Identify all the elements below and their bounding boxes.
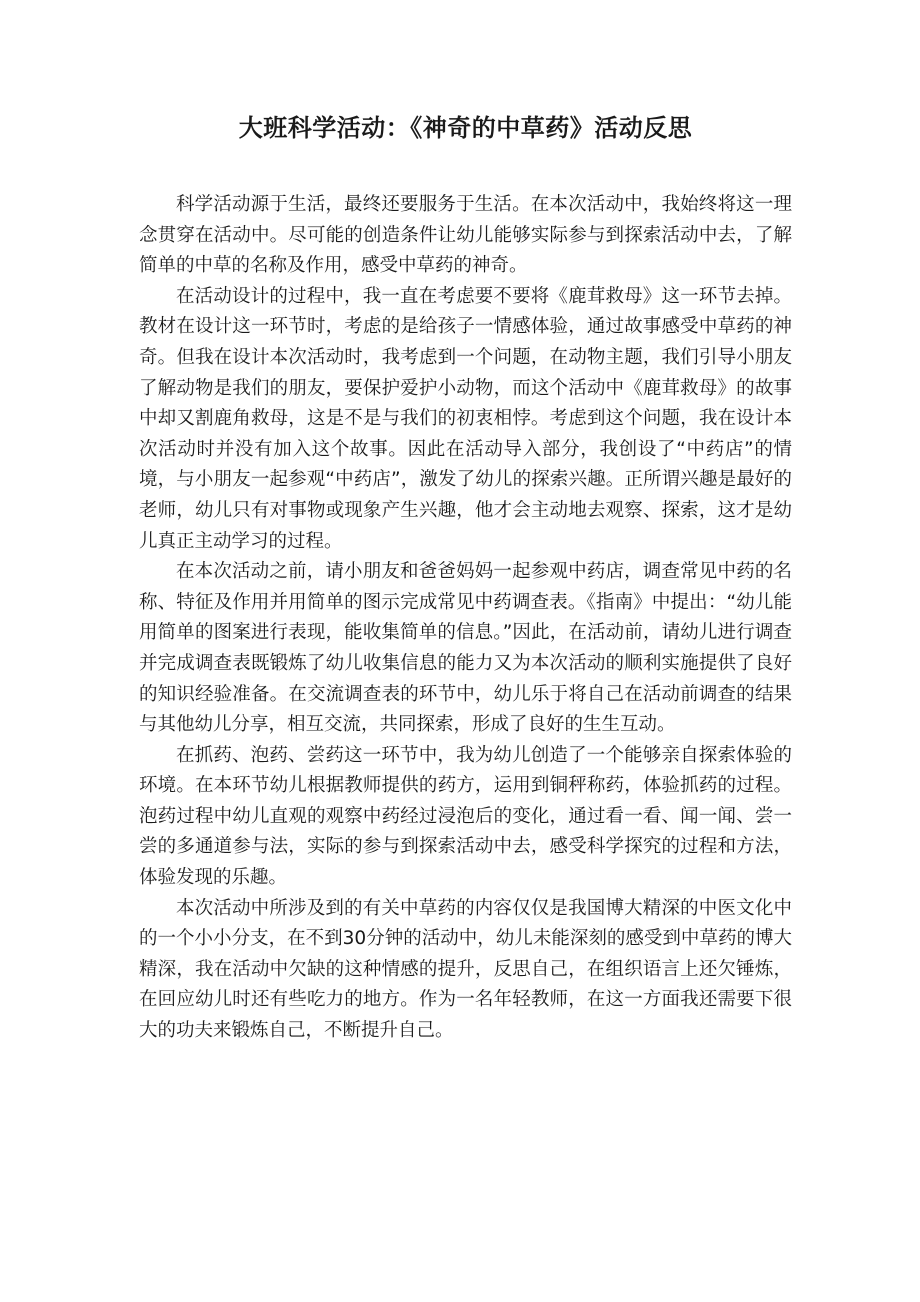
paragraph-3: 在本次活动之前，请小朋友和爸爸妈妈一起参观中药店，调查常见中药的名称、特征及作用并用简单的图示完成常见中药调查表。《指南》中提出：“幼儿能用简单的图案进行表现，能收集简单的信息。”因此，在活动前，请幼儿进行调查并完成调查表既锻炼了幼儿收集信息的能力又为本次活动的顺利实施提供了良好的知识经验准备。在交流调查表的环节中，幼儿乐于将自己在活动前调查的结果与其他幼儿分享，相互交流，共同探索，形成了良好的生生互动。 <box>139 561 792 736</box>
paragraph-2: 在活动设计的过程中，我一直在考虑要不要将《鹿茸救母》这一环节去掉。教材在设计这一环节时，考虑的是给孩子一情感体验，通过故事感受中草药的神奇。但我在设计本次活动时，我考虑到一个问题，在动物主题，我们引导小朋友了解动物是我们的朋友，要保护爱护小动物，而这个活动中《鹿茸救母》的故事中却又割鹿角救母，这是不是与我们的初衷相悖。考虑到这个问题，我在设计本次活动时并没有加入这个故事。因此在活动导入部分，我创设了“中药店”的情境，与小朋友一起参观“中药店”，激发了幼儿的探索兴趣。正所谓兴趣是最好的老师，幼儿只有对事物或现象产生兴趣，他才会主动地去观察、探索，这才是幼儿真正主动学习的过程。 <box>139 285 792 552</box>
paragraph-5: 本次活动中所涉及到的有关中草药的内容仅仅是我国博大精深的中医文化中的一个小小分支，在不到30分钟的活动中，幼儿未能深刻的感受到中草药的博大精深，我在活动中欠缺的这种情感的提升，反思自己，在组织语言上还欠锤炼，在回应幼儿时还有些吃力的地方。作为一名年轻教师，在这一方面我还需要下很大的功夫来锻炼自己，不断提升自己。 <box>139 897 792 1042</box>
paragraph-4: 在抓药、泡药、尝药这一环节中，我为幼儿创造了一个能够亲自探索体验的环境。在本环节幼儿根据教师提供的药方，运用到铜秤称药，体验抓药的过程。泡药过程中幼儿直观的观察中药经过浸泡后的变化，通过看一看、闻一闻、尝一尝的多通道参与法，实际的参与到探索活动中去，感受科学探究的过程和方法，体验发现的乐趣。 <box>139 744 792 889</box>
document-body <box>139 190 792 1047</box>
paragraph-1: 科学活动源于生活，最终还要服务于生活。在本次活动中，我始终将这一理念贯穿在活动中。尽可能的创造条件让幼儿能够实际参与到探索活动中去，了解简单的中草的名称及作用，感受中草药的神奇。 <box>139 194 792 277</box>
document-title: 大班科学活动：《神奇的中草药》活动反思 <box>238 114 693 142</box>
